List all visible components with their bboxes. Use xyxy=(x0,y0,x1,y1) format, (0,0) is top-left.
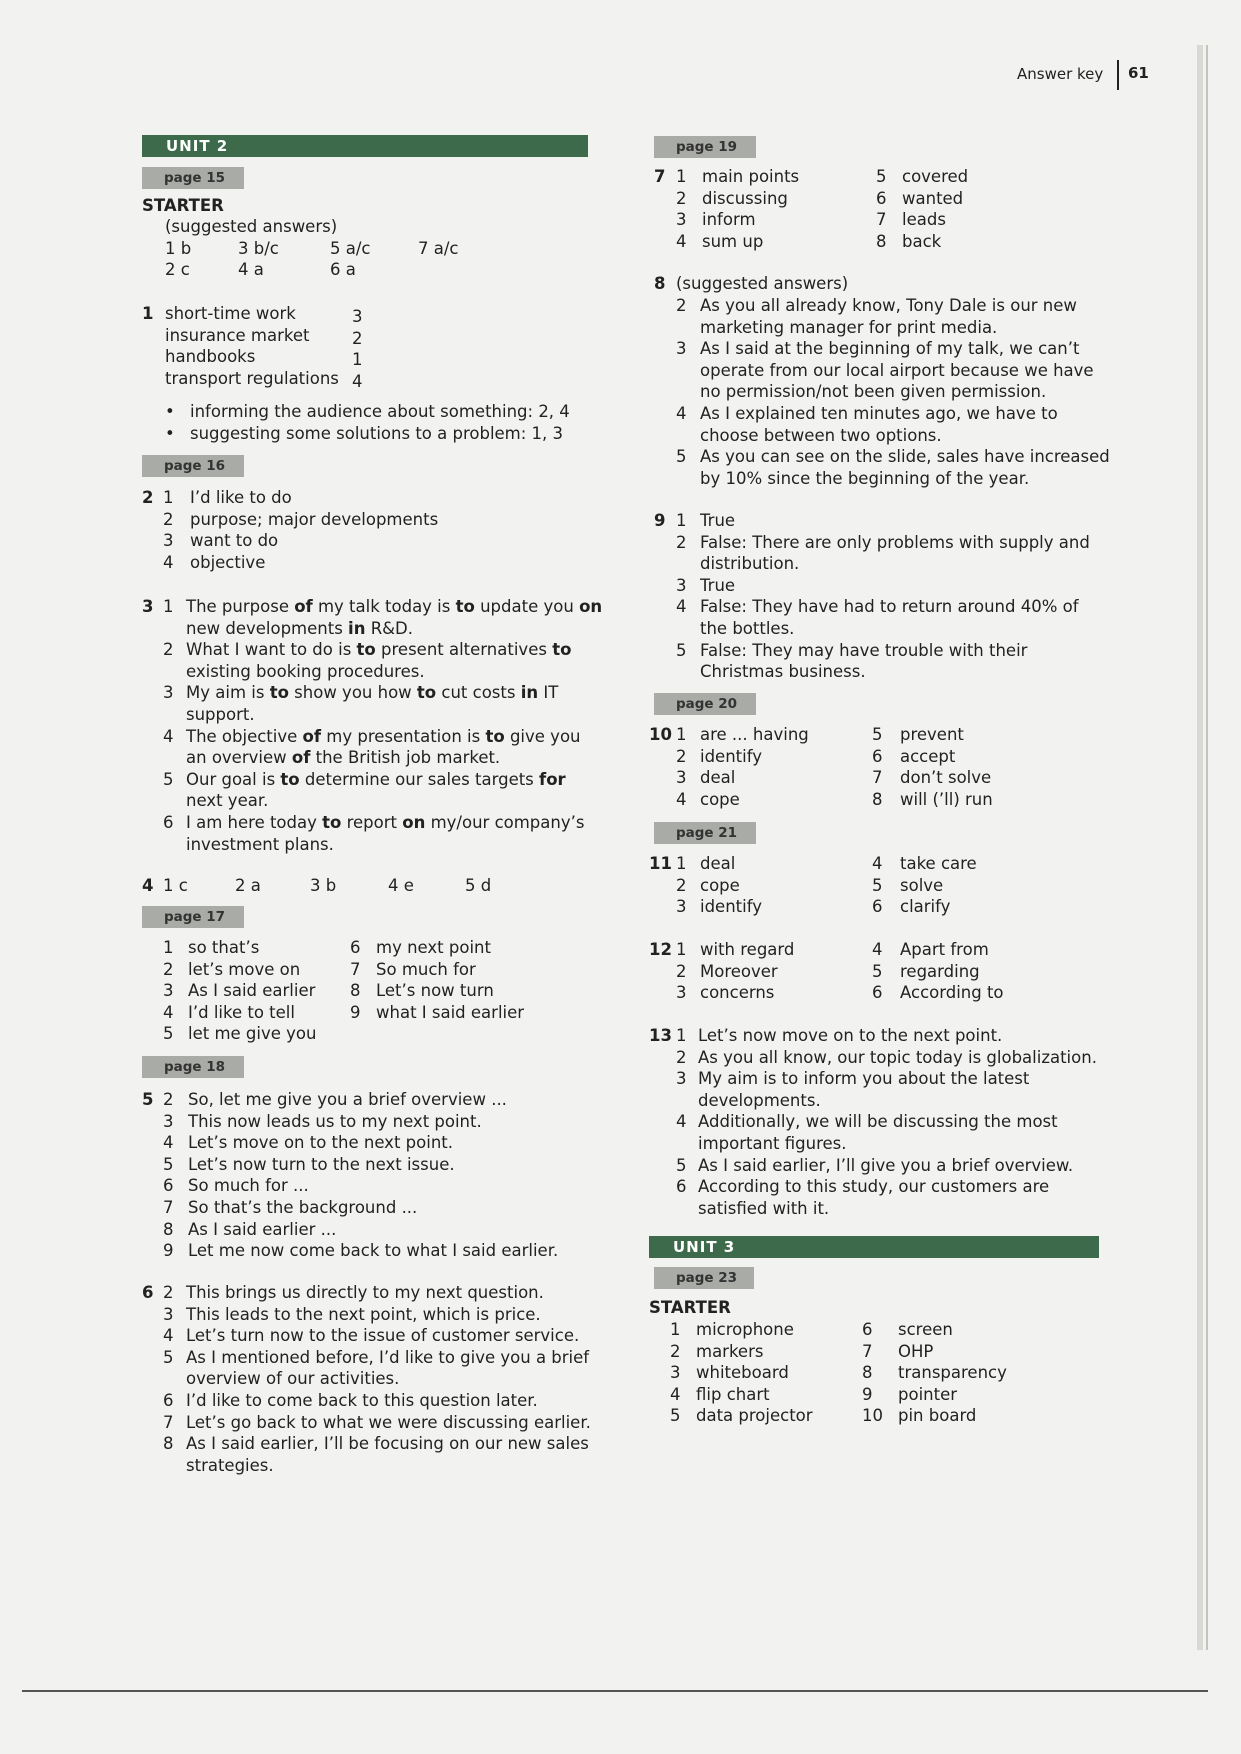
text-run: IT xyxy=(538,683,559,703)
answer-line: screen xyxy=(898,1320,953,1339)
highlighted-word: to xyxy=(269,683,289,703)
item-number: 3 xyxy=(163,981,174,1001)
answer-line: back xyxy=(902,231,942,251)
text-run: R&D. xyxy=(365,618,413,638)
item-number: 1 xyxy=(676,854,687,873)
answer-line xyxy=(186,704,255,726)
item-number: 7 xyxy=(163,1198,174,1217)
answer-line: handbooks xyxy=(165,347,256,367)
item-number: 2 xyxy=(676,961,687,981)
answer-line: So much for ... xyxy=(188,1176,309,1196)
page-19-tag: page 19 xyxy=(654,136,756,158)
item-number: 3 xyxy=(676,210,687,230)
answer-line: don’t solve xyxy=(900,768,992,788)
item-number: 7 xyxy=(163,1412,174,1432)
highlighted-word: for xyxy=(539,769,566,789)
answer-value: 1 xyxy=(352,350,363,370)
highlighted-word: on xyxy=(402,813,426,832)
page-16-tag: page 16 xyxy=(142,455,244,477)
item-number: 8 xyxy=(872,789,883,809)
answer-line: main points xyxy=(702,167,800,186)
item-number: 6 xyxy=(163,813,174,832)
unit-2-banner: UNIT 2 xyxy=(142,135,588,157)
answer-line: developments. xyxy=(698,1090,821,1110)
answer-line: Apart from xyxy=(900,940,989,959)
answer-line: are ... having xyxy=(700,725,809,744)
item-number: 3 xyxy=(163,1304,174,1324)
answer-line: True xyxy=(700,575,736,595)
highlighted-word: to xyxy=(416,683,437,703)
item-number: 6 xyxy=(872,897,883,917)
text-run: Our goal is xyxy=(186,769,281,789)
answer-line: As I said at the beginning of my talk, we can’t xyxy=(700,339,1080,359)
item-number: 8 xyxy=(163,1434,174,1454)
answer-line: overview of our activities. xyxy=(186,1369,400,1389)
highlighted-word: to xyxy=(455,597,475,616)
text-run: give you xyxy=(504,726,581,746)
answer-line: the bottles. xyxy=(700,619,795,638)
item-number: 9 xyxy=(862,1384,873,1404)
answer-line: clarify xyxy=(900,897,951,917)
answer-line: This brings us directly to my next question. xyxy=(186,1283,544,1302)
answer-line xyxy=(186,790,268,812)
text-run: determine our sales targets xyxy=(299,769,540,789)
item-number: 8 xyxy=(862,1363,873,1383)
text-run: new developments xyxy=(186,618,349,638)
answer-line xyxy=(186,661,425,683)
answer-line: with regard xyxy=(700,940,795,959)
answer-line: As I mentioned before, I’d like to give you a brief xyxy=(186,1347,590,1367)
answer-line: important figures. xyxy=(698,1134,847,1153)
text-run: my talk today is xyxy=(312,597,456,616)
answer-line: want to do xyxy=(190,531,279,551)
item-number: 6 xyxy=(862,1320,873,1339)
item-number: 1 xyxy=(670,1320,681,1339)
starter-answer: 3 b/c xyxy=(238,239,279,258)
answer-line: 4 e xyxy=(388,876,414,895)
answer-line: identify xyxy=(700,897,763,917)
answer-line: cope xyxy=(700,875,740,895)
item-number: 4 xyxy=(676,1112,687,1132)
answer-line: As I said earlier xyxy=(188,981,316,1001)
answer-line: False: They may have trouble with their xyxy=(700,640,1028,660)
answer-line: False: There are only problems with supply and xyxy=(700,532,1090,552)
answer-line: As I said earlier, I’ll give you a brief overview. xyxy=(698,1155,1074,1175)
item-number: 5 xyxy=(163,1347,174,1367)
answer-line: solve xyxy=(900,875,944,895)
page-18-tag: page 18 xyxy=(142,1056,244,1078)
answer-line: data projector xyxy=(696,1406,813,1426)
page-15-tag: page 15 xyxy=(142,167,244,189)
text-run: I am here today xyxy=(186,813,323,832)
item-number: 1 xyxy=(676,1026,687,1045)
item-number: 6 xyxy=(350,938,361,957)
answer-line: choose between two options. xyxy=(700,425,942,445)
answer-line: As you can see on the slide, sales have increased xyxy=(700,447,1110,467)
answer-line xyxy=(186,747,500,769)
item-number: 7 xyxy=(876,210,887,230)
item-number: 1 xyxy=(676,167,687,186)
text-run: My aim is xyxy=(186,683,270,703)
item-number: 2 xyxy=(163,959,174,979)
item-number: 3 xyxy=(670,1363,681,1383)
item-number: 6 xyxy=(876,188,887,208)
item-number: 3 xyxy=(163,531,174,551)
starter-answer: 2 c xyxy=(165,260,190,279)
answer-line: As I said earlier, I’ll be focusing on our new sales xyxy=(186,1434,589,1454)
text-run: The objective xyxy=(186,726,303,746)
answer-line: Let’s now move on to the next point. xyxy=(698,1026,1003,1045)
text-run: The purpose xyxy=(186,597,295,616)
item-number: 2 xyxy=(676,1047,687,1067)
page-number: 61 xyxy=(1128,64,1149,82)
answer-line: Let’s go back to what we were discussing earlier. xyxy=(186,1412,591,1432)
answer-line: False: They have had to return around 40% of xyxy=(700,597,1079,617)
item-number: 2 xyxy=(676,296,687,315)
header-label: Answer key xyxy=(1017,65,1104,83)
answer-line: microphone xyxy=(696,1320,794,1339)
item-number: 1 xyxy=(163,488,174,507)
text-run: an overview xyxy=(186,748,292,768)
answer-line: So that’s the background ... xyxy=(188,1198,418,1217)
answer-line: I’d like to come back to this question later. xyxy=(186,1391,538,1410)
item-number: 4 xyxy=(163,1002,174,1022)
highlighted-word: of xyxy=(291,748,311,768)
answer-line xyxy=(186,769,566,791)
text-run: What I want to do is xyxy=(186,640,357,660)
exercise-number: 2 xyxy=(142,488,154,507)
item-number: 2 xyxy=(163,1090,174,1109)
answer-line: OHP xyxy=(898,1341,934,1361)
text-run: my presentation is xyxy=(321,726,486,746)
answer-line: strategies. xyxy=(186,1455,274,1475)
item-number: 4 xyxy=(670,1384,681,1404)
highlighted-word: to xyxy=(322,813,342,832)
answer-line: regarding xyxy=(900,961,980,981)
item-number: 2 xyxy=(163,640,174,660)
text-run: next year. xyxy=(186,791,269,811)
item-number: 4 xyxy=(163,552,174,572)
item-number: 4 xyxy=(163,726,174,746)
page-21-tag: page 21 xyxy=(654,822,756,844)
starter-answer: 5 a/c xyxy=(330,239,371,258)
answer-line: 5 d xyxy=(465,876,492,895)
highlighted-word: of xyxy=(294,597,313,616)
item-number: 4 xyxy=(872,854,883,873)
item-number: 7 xyxy=(350,959,361,979)
item-number: 9 xyxy=(350,1002,361,1022)
exercise-number: 8 xyxy=(654,274,666,293)
page-23-tag: page 23 xyxy=(654,1267,754,1289)
starter-answer: 4 a xyxy=(238,260,264,279)
answer-line: what I said earlier xyxy=(376,1002,525,1022)
item-number: 6 xyxy=(872,983,883,1003)
text-run: cut costs xyxy=(436,683,521,703)
answer-line: transparency xyxy=(898,1363,1007,1383)
answer-line: insurance market xyxy=(165,325,310,345)
answer-line xyxy=(186,639,571,661)
answer-line: This now leads us to my next point. xyxy=(188,1111,482,1131)
answer-line: Let’s move on to the next point. xyxy=(188,1133,453,1153)
item-number: 3 xyxy=(676,897,687,917)
answer-line: take care xyxy=(900,854,977,873)
item-number: 4 xyxy=(872,940,883,959)
answer-line: leads xyxy=(902,210,946,230)
item-number: 4 xyxy=(676,597,687,617)
page-17-tag: page 17 xyxy=(142,906,244,928)
answer-line: Let’s turn now to the issue of customer service. xyxy=(186,1326,580,1346)
answer-line: no permission/not been given permission. xyxy=(700,382,1047,402)
bottom-rule xyxy=(22,1690,1208,1692)
item-number: 3 xyxy=(163,683,174,703)
item-number: 2 xyxy=(163,1283,174,1302)
answer-value: 4 xyxy=(352,371,363,391)
answer-value: 2 xyxy=(352,328,363,348)
text-run: update you xyxy=(474,597,580,616)
item-number: 2 xyxy=(676,746,687,766)
exercise-number: 3 xyxy=(142,597,154,616)
answer-line: identify xyxy=(700,746,763,766)
item-number: 6 xyxy=(163,1176,174,1196)
answer-line: prevent xyxy=(900,725,964,744)
answer-line: whiteboard xyxy=(696,1363,789,1383)
answer-line xyxy=(186,812,584,834)
item-number: 6 xyxy=(676,1177,687,1197)
item-number: 1 xyxy=(163,597,174,616)
exercise-number: 4 xyxy=(142,876,154,895)
item-number: 5 xyxy=(876,167,887,186)
answer-line: operate from our local airport because we have xyxy=(700,360,1094,380)
starter-heading: STARTER xyxy=(142,196,224,215)
item-number: 6 xyxy=(872,746,883,766)
text-run: report xyxy=(341,813,403,832)
answer-line: concerns xyxy=(700,983,775,1003)
text-run: existing booking procedures. xyxy=(186,661,425,681)
answer-line: 3 b xyxy=(310,876,337,895)
unit-3-banner: UNIT 3 xyxy=(649,1236,1099,1258)
exercise-number: 12 xyxy=(649,940,672,959)
exercise-number: 10 xyxy=(649,725,672,744)
item-number: 1 xyxy=(163,938,174,957)
answer-line: Let me now come back to what I said earlier. xyxy=(188,1241,559,1261)
exercise-number: 13 xyxy=(649,1026,672,1045)
answer-line: satisfied with it. xyxy=(698,1198,830,1218)
answer-line: As you all already know, Tony Dale is our new xyxy=(700,296,1077,315)
answer-line: According to xyxy=(900,983,1004,1003)
answer-value: 3 xyxy=(352,307,363,326)
item-number: 5 xyxy=(872,961,883,981)
answer-line: let me give you xyxy=(188,1024,317,1044)
item-number: 5 xyxy=(676,447,687,467)
answer-line: will (’ll) run xyxy=(900,789,993,809)
exercise-number: 7 xyxy=(654,167,666,186)
answer-line: deal xyxy=(700,768,736,788)
answer-line: 1 c xyxy=(163,876,188,895)
highlighted-word: on xyxy=(579,597,603,616)
answer-line: deal xyxy=(700,854,736,873)
exercise-number: 11 xyxy=(649,854,672,873)
answer-line: let’s move on xyxy=(188,959,301,979)
answer-line: pointer xyxy=(898,1384,958,1404)
highlighted-word: to xyxy=(552,640,572,660)
item-number: 2 xyxy=(670,1341,681,1361)
answer-line: my next point xyxy=(376,938,491,957)
bullet-icon: • xyxy=(165,423,175,443)
item-number: 1 xyxy=(676,940,687,959)
text-run: investment plans. xyxy=(186,834,334,854)
highlighted-word: in xyxy=(348,618,366,638)
highlighted-word: to xyxy=(356,640,376,660)
text-run: present alternatives xyxy=(375,640,553,660)
item-number: 5 xyxy=(872,725,883,744)
item-number: 3 xyxy=(163,1111,174,1131)
answer-line: cope xyxy=(700,789,740,809)
answer-line: markers xyxy=(696,1341,764,1361)
item-number: 5 xyxy=(163,769,174,789)
text-run: support. xyxy=(186,705,255,724)
answer-line: This leads to the next point, which is price. xyxy=(186,1304,541,1324)
item-number: 8 xyxy=(163,1219,174,1239)
answer-line: suggesting some solutions to a problem: 1, 3 xyxy=(190,423,564,443)
item-number: 1 xyxy=(676,511,687,530)
answer-line: marketing manager for print media. xyxy=(700,317,998,337)
item-number: 7 xyxy=(862,1341,873,1361)
answer-line: I’d like to do xyxy=(190,488,292,507)
starter-answer: 7 a/c xyxy=(418,239,459,258)
highlighted-word: to xyxy=(485,726,505,746)
highlighted-word: of xyxy=(302,726,322,746)
answer-line: As I said earlier ... xyxy=(188,1219,337,1239)
item-number: 3 xyxy=(676,339,687,359)
item-number: 9 xyxy=(163,1241,174,1261)
starter-answer: 6 a xyxy=(330,260,356,279)
item-number: 4 xyxy=(676,404,687,423)
item-number: 2 xyxy=(676,188,687,208)
highlighted-word: in xyxy=(520,683,539,703)
page-edge xyxy=(1197,45,1203,1650)
item-number: 7 xyxy=(872,768,883,788)
answer-line: inform xyxy=(702,210,756,230)
answer-line: wanted xyxy=(902,188,964,208)
item-number: 4 xyxy=(163,1326,174,1346)
answer-line: flip chart xyxy=(696,1384,770,1404)
item-number: 5 xyxy=(163,1024,174,1044)
answer-line: Let’s now turn to the next issue. xyxy=(188,1154,455,1174)
answer-line xyxy=(186,682,558,704)
item-number: 10 xyxy=(862,1406,883,1426)
bullet-icon: • xyxy=(165,402,175,421)
answer-line xyxy=(186,618,413,640)
answer-line: accept xyxy=(900,746,956,766)
answer-line: so that’s xyxy=(188,938,260,957)
answer-line: sum up xyxy=(702,231,764,251)
exercise-number: 9 xyxy=(654,511,666,530)
item-number: 5 xyxy=(676,640,687,660)
page-edge-line xyxy=(1206,45,1208,1650)
item-number: 5 xyxy=(163,1154,174,1174)
answer-line: As I explained ten minutes ago, we have to xyxy=(700,404,1058,423)
answer-line xyxy=(186,834,334,856)
starter-answer: 1 b xyxy=(165,239,192,258)
item-number: 3 xyxy=(676,983,687,1003)
text-run: my/our company’s xyxy=(425,813,585,832)
item-number: 3 xyxy=(676,1069,687,1089)
answer-line: by 10% since the beginning of the year. xyxy=(700,468,1030,488)
item-number: 3 xyxy=(676,575,687,595)
answer-line: informing the audience about something: 2, 4 xyxy=(190,402,570,421)
answer-line: As you all know, our topic today is globalization. xyxy=(698,1047,1097,1067)
item-number: 2 xyxy=(163,509,174,529)
answer-line: distribution. xyxy=(700,554,800,574)
answer-line: Moreover xyxy=(700,961,778,981)
answer-line: covered xyxy=(902,167,969,186)
answer-line: So, let me give you a brief overview ... xyxy=(188,1090,507,1109)
item-number: 4 xyxy=(163,1133,174,1153)
item-number: 2 xyxy=(676,532,687,552)
item-number: 4 xyxy=(676,231,687,251)
exercise-number: 5 xyxy=(142,1090,154,1109)
item-number: 1 xyxy=(676,725,687,744)
item-number: 5 xyxy=(670,1406,681,1426)
answer-line: short-time work xyxy=(165,304,296,323)
exercise-number: 1 xyxy=(142,304,154,323)
item-number: 8 xyxy=(876,231,887,251)
header-separator xyxy=(1117,60,1119,90)
highlighted-word: to xyxy=(280,769,300,789)
item-number: 4 xyxy=(676,789,687,809)
answer-line: According to this study, our customers are xyxy=(698,1177,1050,1197)
answer-line: transport regulations xyxy=(165,368,339,388)
answer-line: purpose; major developments xyxy=(190,509,439,529)
answer-line: True xyxy=(700,511,736,530)
exercise-number: 6 xyxy=(142,1283,154,1302)
answer-line xyxy=(186,596,602,618)
answer-line: Additionally, we will be discussing the most xyxy=(698,1112,1058,1132)
item-number: 2 xyxy=(676,875,687,895)
text-run: the British job market. xyxy=(310,748,501,768)
answer-line: So much for xyxy=(376,959,476,979)
answer-line: 2 a xyxy=(235,876,261,895)
suggested-answers: (suggested answers) xyxy=(165,217,338,236)
answer-line: Let’s now turn xyxy=(376,981,494,1001)
answer-line xyxy=(186,726,581,748)
answer-line: My aim is to inform you about the latest xyxy=(698,1069,1030,1089)
page-20-tag: page 20 xyxy=(654,693,756,715)
text-run: show you how xyxy=(288,683,417,703)
answer-line: discussing xyxy=(702,188,788,208)
answer-line: pin board xyxy=(898,1406,977,1426)
suggested-answers: (suggested answers) xyxy=(676,274,849,293)
answer-line: I’d like to tell xyxy=(188,1002,295,1022)
unit-3-starter-heading: STARTER xyxy=(649,1298,731,1317)
answer-line: Christmas business. xyxy=(700,662,866,682)
item-number: 5 xyxy=(872,875,883,895)
answer-line: objective xyxy=(190,552,266,572)
item-number: 8 xyxy=(350,981,361,1001)
item-number: 5 xyxy=(676,1155,687,1175)
item-number: 3 xyxy=(676,768,687,788)
item-number: 6 xyxy=(163,1391,174,1410)
